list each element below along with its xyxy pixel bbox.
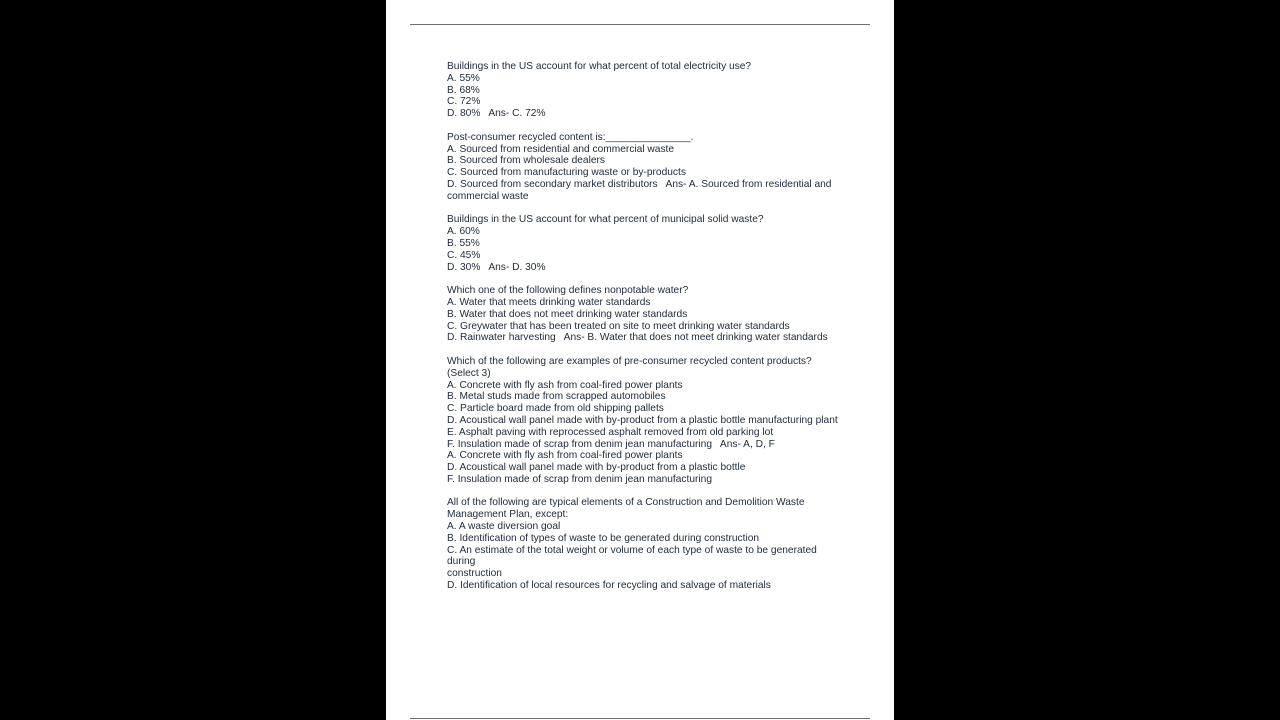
question-block-3 <box>447 214 847 273</box>
option-c-continuation-1: during <box>447 556 476 568</box>
question-block-5 <box>447 356 847 486</box>
question-text: Post-consumer recycled content is:_______________. <box>447 131 694 143</box>
option-a: A. 60% <box>447 226 480 238</box>
header-rule <box>410 24 870 25</box>
page-content <box>447 61 847 604</box>
answer-f: F. Insulation made of scrap from denim jean manufacturing <box>447 473 713 485</box>
option-a: A. Water that meets drinking water standards <box>447 296 651 308</box>
option-a: A. A waste diversion goal <box>447 521 561 533</box>
answer-d: D. Acoustical wall panel made with by-product from a plastic bottle <box>447 462 746 474</box>
question-text: All of the following are typical elements of a Construction and Demolition Waste <box>447 497 805 509</box>
option-d-with-answer: D. 80% Ans- C. 72% <box>447 108 546 120</box>
option-c-continuation-2: construction <box>447 568 502 580</box>
option-c: C. 45% <box>447 249 481 261</box>
option-e: E. Asphalt paving with reprocessed asphalt removed from old parking lot <box>447 426 774 438</box>
question-text: Which one of the following defines nonpotable water? <box>447 285 689 297</box>
question-block-6 <box>447 497 847 591</box>
option-d-with-answer: D. Sourced from secondary market distributors Ans- A. Sourced from residential and <box>447 178 832 190</box>
option-c: C. Greywater that has been treated on site to meet drinking water standards <box>447 320 790 332</box>
option-d: D. Acoustical wall panel made with by-product from a plastic bottle manufacturing plant <box>447 414 838 426</box>
option-c: C. 72% <box>447 96 481 108</box>
question-text-continuation: Management Plan, except: <box>447 509 569 521</box>
footer-rule <box>410 718 870 719</box>
answer-a: A. Concrete with fly ash from coal-fired power plants <box>447 450 683 462</box>
option-d: D. Identification of local resources for recycling and salvage of materials <box>447 580 771 592</box>
option-b: B. Metal studs made from scrapped automobiles <box>447 391 666 403</box>
option-a: A. 55% <box>447 72 480 84</box>
option-c: C. Sourced from manufacturing waste or by-products <box>447 167 686 179</box>
option-b: B. 55% <box>447 237 480 249</box>
question-block-1 <box>447 61 847 120</box>
option-a: A. Sourced from residential and commercial waste <box>447 143 675 155</box>
option-d-with-answer: D. Rainwater harvesting Ans- B. Water that does not meet drinking water standards <box>447 332 828 344</box>
option-c: C. Particle board made from old shipping pallets <box>447 403 664 415</box>
document-page <box>386 0 894 720</box>
option-b: B. Identification of types of waste to be generated during construction <box>447 532 760 544</box>
question-text: Buildings in the US account for what percent of municipal solid waste? <box>447 214 764 226</box>
option-b: B. Sourced from wholesale dealers <box>447 155 605 167</box>
option-f-with-answer: F. Insulation made of scrap from denim jean manufacturing Ans- A, D, F <box>447 438 775 450</box>
answer-continuation: commercial waste <box>447 190 529 202</box>
question-text: Buildings in the US account for what percent of total electricity use? <box>447 61 752 72</box>
option-d-with-answer: D. 30% Ans- D. 30% <box>447 261 546 273</box>
option-b: B. Water that does not meet drinking water standards <box>447 308 688 320</box>
question-block-4 <box>447 285 847 344</box>
option-c: C. An estimate of the total weight or volume of each type of waste to be generated <box>447 544 817 556</box>
question-instruction: (Select 3) <box>447 367 491 379</box>
option-a: A. Concrete with fly ash from coal-fired power plants <box>447 379 683 391</box>
option-b: B. 68% <box>447 84 480 96</box>
question-block-2 <box>447 132 847 203</box>
question-text: Which of the following are examples of pre-consumer recycled content products? <box>447 355 812 367</box>
